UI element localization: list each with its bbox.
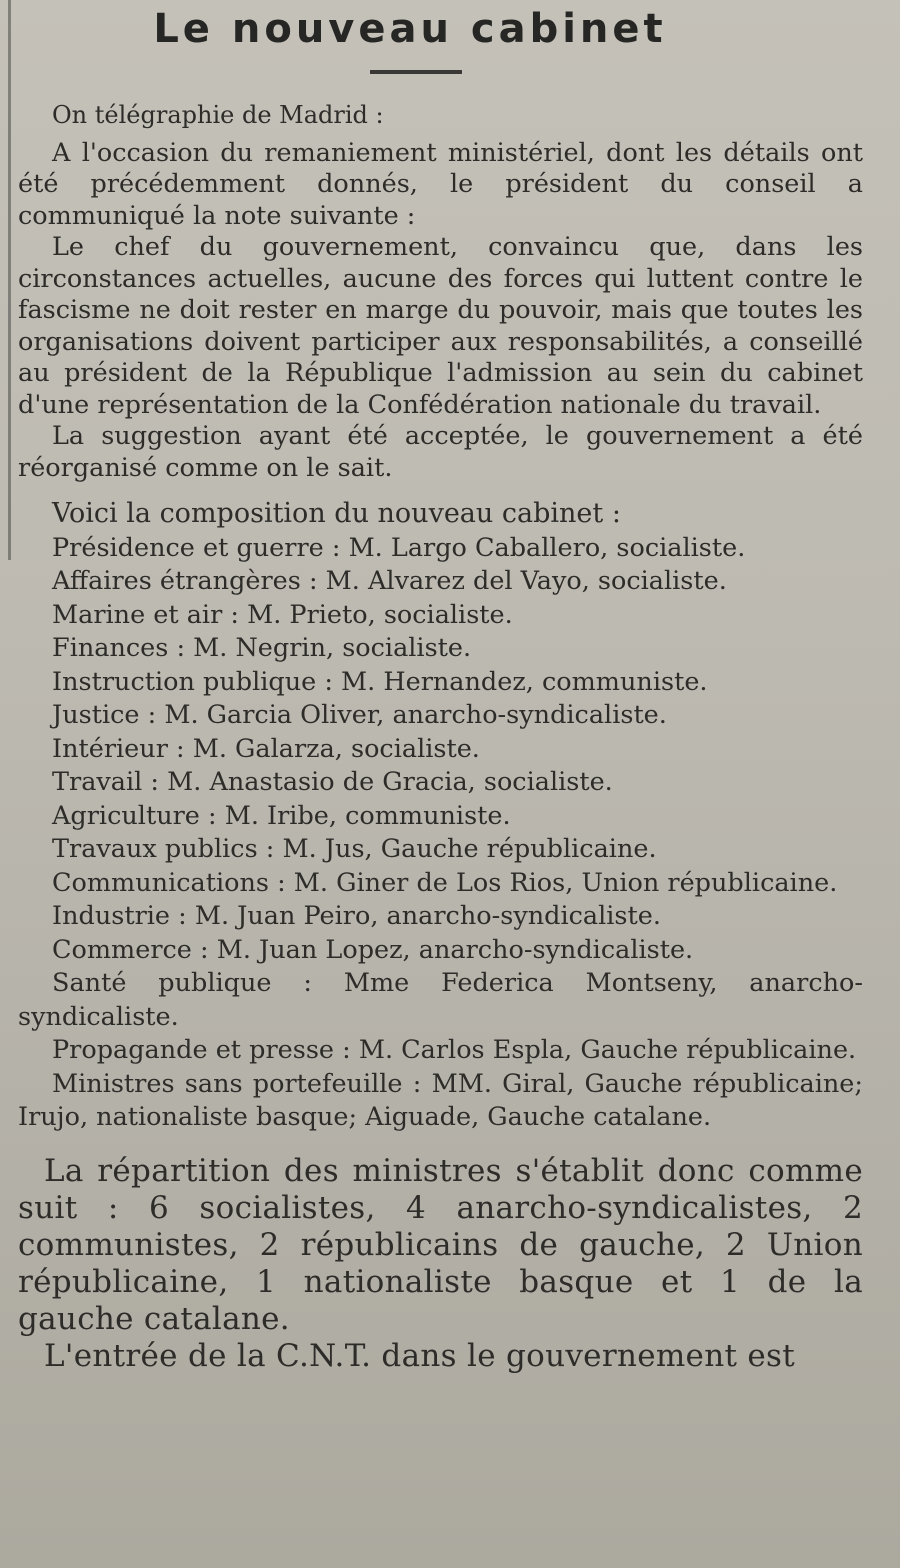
headline-rule — [370, 70, 462, 74]
separator: : — [300, 566, 326, 596]
ministry-entry — [18, 800, 863, 834]
separator: : — [170, 901, 195, 931]
summary-paragraph: La répartition des ministres s'établit donc comme suit : 6 socialistes, 4 anarcho-syndicalistes, 2 communistes, 2 républicains de gauche, 2 Union républicaine, 1 nationaliste basque et 1 de la gauche catalane. — [18, 1152, 863, 1337]
separator: : — [142, 767, 168, 797]
portfolio-name: Instruction publique — [52, 666, 317, 697]
minister-name: M. Juan Peiro, anarcho-syndicaliste. — [194, 901, 661, 931]
ministry-entry — [18, 699, 863, 733]
portfolio-name: Santé publique — [52, 968, 272, 998]
portfolio-name: Travail — [52, 767, 143, 797]
minister-name: M. Iribe, communiste. — [224, 800, 511, 831]
minister-name: M. Carlos Espla, Gauche républicaine. — [358, 1035, 857, 1065]
separator: : — [222, 599, 248, 630]
minister-name: M. Giner de Los Rios, Union républicaine. — [293, 867, 838, 898]
ministry-entry — [18, 833, 863, 867]
portfolio-name: Affaires étrangères — [52, 566, 301, 596]
minister-name: M. Hernandez, communiste. — [341, 666, 708, 697]
minister-name: M. Juan Lopez, anarcho-syndicaliste. — [216, 934, 694, 965]
portfolio-name: Industrie — [52, 901, 171, 931]
minister-name: MM. Giral, Gauche républicaine; Irujo, nationaliste basque; Aiguade, Gauche catalane. — [18, 1068, 863, 1132]
portfolio-name: Agriculture — [52, 800, 200, 831]
composition-lead: Voici la composition du nouveau cabinet : — [52, 498, 621, 529]
portfolio-name: Commerce — [52, 934, 192, 965]
portfolio-name: Présidence et guerre — [52, 532, 324, 563]
separator: : — [316, 666, 342, 697]
separator: : — [323, 532, 349, 563]
portfolio-name: Travaux publics — [52, 834, 258, 864]
column-rule — [8, 0, 11, 560]
separator: : — [168, 633, 194, 663]
portfolio-name: Intérieur — [52, 733, 168, 764]
ministry-entry — [18, 900, 863, 934]
separator: : — [268, 867, 294, 898]
portfolio-name: Ministres sans portefeuille — [52, 1068, 403, 1099]
separator: : — [199, 800, 225, 831]
ministry-entry — [18, 967, 863, 1034]
portfolio-name: Propagande et presse — [52, 1035, 335, 1065]
minister-name: M. Negrin, socialiste. — [193, 633, 472, 663]
minister-name: M. Garcia Oliver, anarcho-syndicaliste. — [164, 700, 667, 730]
separator: : — [167, 733, 193, 764]
paragraph: Le chef du gouvernement, convaincu que, dans les circonstances actuelles, aucune des forces qui luttent contre le fascisme ne doit rester en marge du pouvoir, mais que toutes les organisations doivent participer aux responsabilités, a conseillé au président de la République l'admission au sein du cabinet d'une représentation de la Confédération nationale du travail. — [18, 232, 863, 420]
article-body — [18, 100, 863, 1375]
separator: : — [271, 968, 344, 998]
separator: : — [139, 700, 165, 730]
ministry-entry — [18, 666, 863, 700]
ministry-entry — [18, 934, 863, 968]
portfolio-name: Communications — [52, 867, 269, 898]
ministry-entry — [18, 766, 863, 800]
ministry-entry — [18, 565, 863, 599]
ministry-entry — [18, 1068, 863, 1135]
ministry-entry — [18, 1034, 863, 1068]
ministry-entry — [18, 867, 863, 901]
separator: : — [257, 834, 283, 864]
portfolio-name: Marine et air — [52, 599, 223, 630]
separator: : — [334, 1035, 359, 1065]
ministry-entry — [18, 632, 863, 666]
dateline: On télégraphie de Madrid : — [52, 101, 384, 129]
article-headline: Le nouveau cabinet — [153, 6, 667, 52]
portfolio-name: Justice — [52, 700, 140, 730]
minister-name: M. Galarza, socialiste. — [192, 733, 480, 764]
minister-name: M. Jus, Gauche républicaine. — [282, 834, 657, 864]
minister-name: Mme Federica Montseny, anarcho-syndicaliste. — [18, 968, 863, 1032]
ministry-entry — [18, 599, 863, 633]
spacer — [18, 1135, 863, 1153]
paragraph: La suggestion ayant été acceptée, le gouvernement a été réorganisé comme on le sait. — [18, 421, 863, 483]
closing-paragraph: L'entrée de la C.N.T. dans le gouvernement est — [44, 1337, 795, 1374]
ministry-entry — [18, 733, 863, 767]
separator: : — [402, 1068, 432, 1099]
ministry-entry — [18, 532, 863, 566]
separator: : — [191, 934, 217, 965]
ministry-list — [18, 532, 863, 1135]
minister-name: M. Alvarez del Vayo, socialiste. — [325, 566, 727, 596]
paragraph: A l'occasion du remaniement ministériel, dont les détails ont été précédemment donnés, le président du conseil a communiqué la note suivante : — [18, 137, 863, 231]
minister-name: M. Largo Caballero, socialiste. — [348, 532, 746, 563]
minister-name: M. Anastasio de Gracia, socialiste. — [167, 767, 613, 797]
minister-name: M. Prieto, socialiste. — [247, 599, 513, 630]
portfolio-name: Finances — [52, 633, 169, 663]
